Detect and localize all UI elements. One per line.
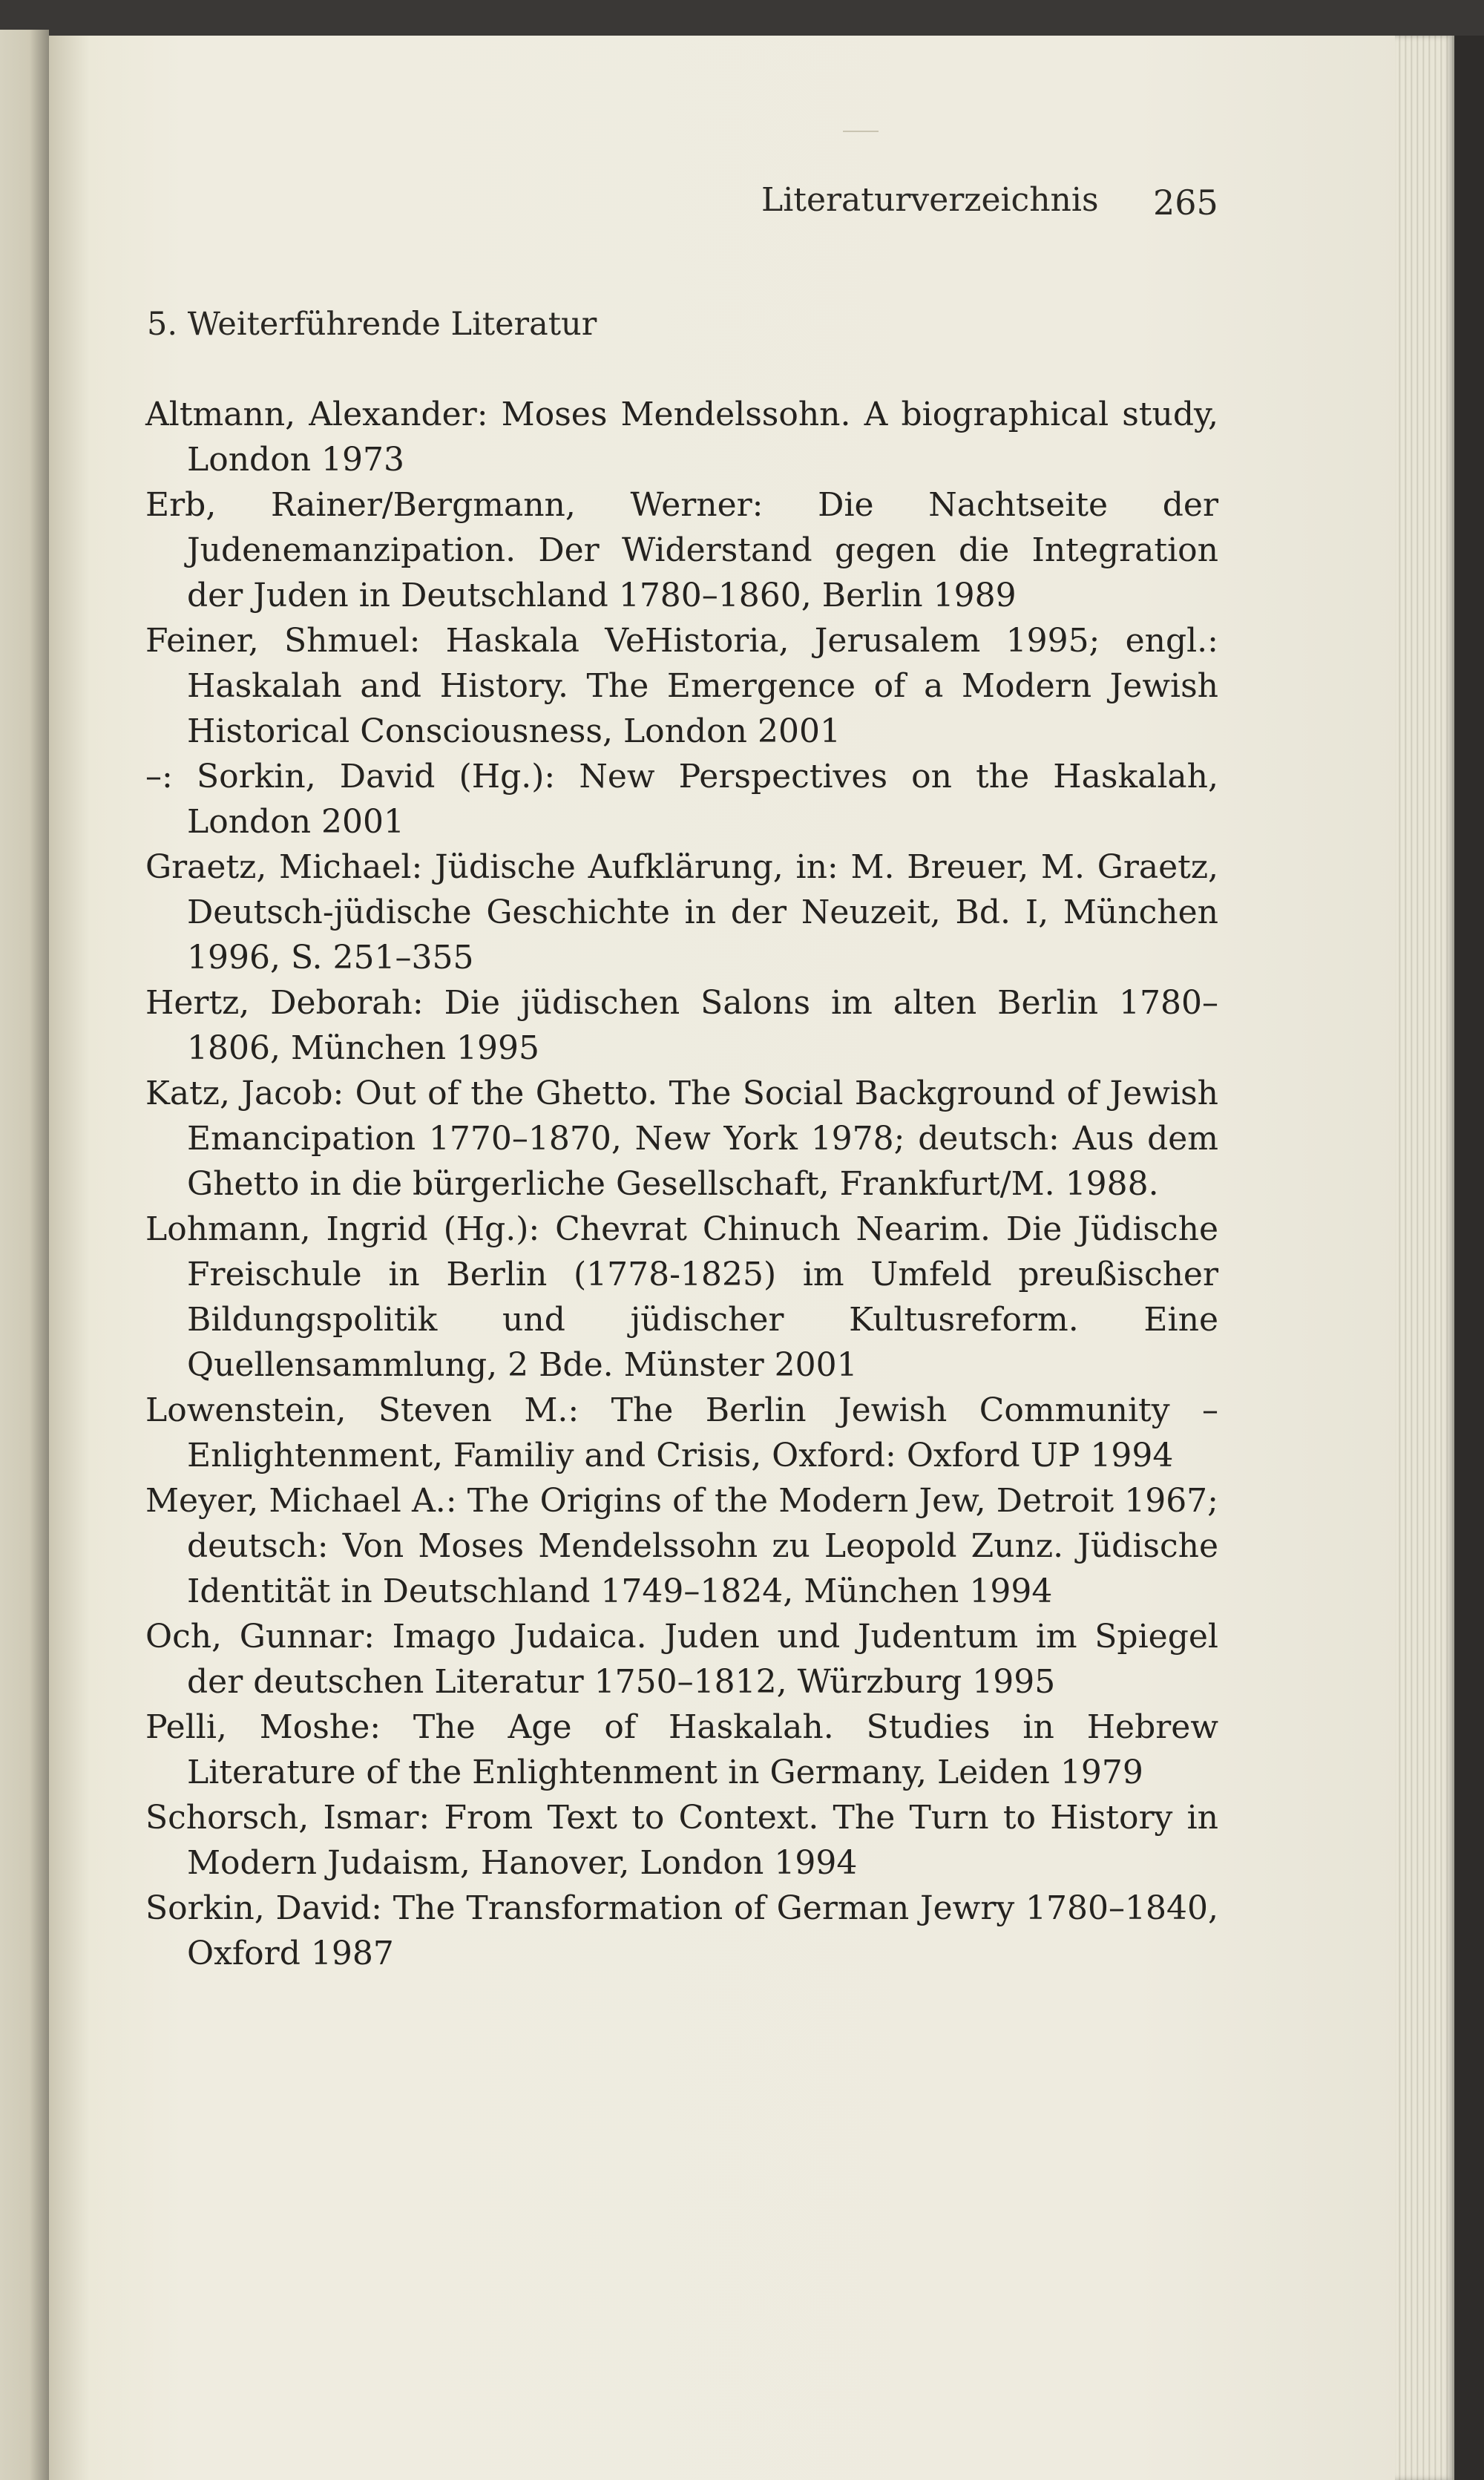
bibliography-list [145,392,1218,1976]
bibliography-entry: Meyer, Michael A.: The Origins of the Modern Jew, Detroit 1967; deutsch: Von Moses Mendelssohn zu Leopold Zunz. Jüdische Identität in Deutschland 1749–1824, München 1994 [145,1482,1218,1610]
bibliography-entry: Hertz, Deborah: Die jüdischen Salons im alten Berlin 1780–1806, München 1995 [145,984,1218,1067]
top-rule [843,131,879,132]
page-edge-stack [1395,36,1454,2480]
bibliography-entry: Altmann, Alexander: Moses Mendelssohn. A biographical study, London 1973 [145,396,1218,479]
page-number: 265 [1153,183,1218,223]
bibliography-entry: Erb, Rainer/Bergmann, Werner: Die Nachtseite der Judenemanzipation. Der Widerstand gegen die Integration der Juden in Deutschland 1780–1860, Berlin 1989 [145,486,1218,614]
bibliography-entry: Och, Gunnar: Imago Judaica. Juden und Judentum im Spiegel der deutschen Literatur 1750–1812, Würzburg 1995 [145,1618,1218,1701]
bibliography-entry: Lohmann, Ingrid (Hg.): Chevrat Chinuch Nearim. Die Jüdische Freischule in Berlin (1778-1825) im Umfeld preußischer Bildungspolitik und jüdischer Kultusreform. Eine Quellensammlung, 2 Bde. Münster 2001 [145,1210,1218,1384]
section-title: 5. Weiterführende Literatur [147,306,597,343]
bibliography-entry: Sorkin, David: The Transformation of German Jewry 1780–1840, Oxford 1987 [145,1889,1218,1972]
left-page-edge [0,30,49,2480]
bibliography-entry: Graetz, Michael: Jüdische Aufklärung, in: M. Breuer, M. Graetz, Deutsch-jüdische Geschichte in der Neuzeit, Bd. I, München 1996, S. 251–355 [145,848,1218,977]
bibliography-entry: –: Sorkin, David (Hg.): New Perspectives on the Haskalah, London 2001 [145,758,1218,841]
bibliography-entry: Lowenstein, Steven M.: The Berlin Jewish Community – Enlightenment, Familiy and Crisis, Oxford: Oxford UP 1994 [145,1391,1218,1474]
bibliography-entry: Katz, Jacob: Out of the Ghetto. The Social Background of Jewish Emancipation 1770–1870, New York 1978; deutsch: Aus dem Ghetto in die bürgerliche Gesellschaft, Frankfurt/M. 1988. [145,1075,1218,1203]
running-head: Literaturverzeichnis [761,181,1099,219]
bibliography-entry: Pelli, Moshe: The Age of Haskalah. Studies in Hebrew Literature of the Enlightenment in Germany, Leiden 1979 [145,1708,1218,1791]
bibliography-entry: Schorsch, Ismar: From Text to Context. The Turn to History in Modern Judaism, Hanover, London 1994 [145,1799,1218,1882]
background-edge [1454,36,1484,2480]
bibliography-entry: Feiner, Shmuel: Haskala VeHistoria, Jerusalem 1995; engl.: Haskalah and History. The Emergence of a Modern Jewish Historical Consciousness, London 2001 [145,622,1218,750]
